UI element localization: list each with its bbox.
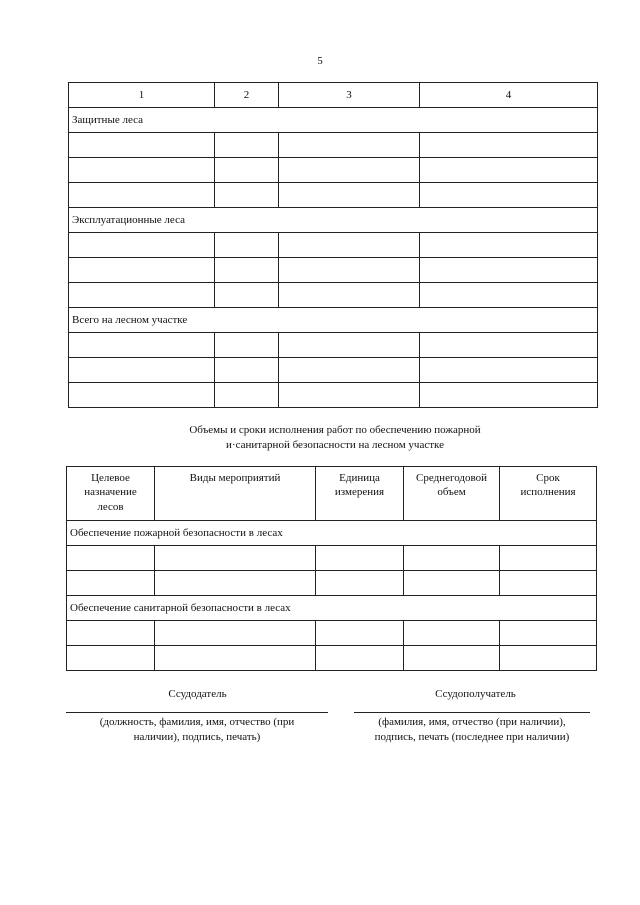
section-title: Обеспечение санитарной безопасности в лесах	[67, 596, 597, 621]
caption-line: (фамилия, имя, отчество (при наличии),	[378, 716, 566, 728]
table-cell	[404, 571, 500, 596]
table-cell	[420, 333, 598, 358]
table-cell	[420, 183, 598, 208]
section-title-line: и·санитарной безопасности на лесном участке	[226, 439, 444, 452]
header-text: Среднегодовой	[416, 472, 487, 484]
table-row	[69, 333, 598, 358]
table-cell	[279, 133, 420, 158]
header-text: Единица	[339, 472, 380, 484]
header-text: Срок	[536, 472, 560, 484]
table-cell	[67, 546, 155, 571]
table-cell	[69, 358, 215, 383]
table-cell	[279, 158, 420, 183]
table-cell	[420, 233, 598, 258]
table-header-row	[69, 83, 598, 108]
table-row	[67, 546, 597, 571]
table-row	[69, 358, 598, 383]
table-cell	[404, 546, 500, 571]
caption-line: наличии), подпись, печать)	[133, 731, 261, 744]
table-row	[67, 646, 597, 671]
lender-signature-line	[66, 712, 328, 713]
table-cell	[155, 571, 316, 596]
table-row	[69, 183, 598, 208]
table-cell	[215, 283, 279, 308]
caption-line: подпись, печать (последнее при наличии)	[374, 731, 570, 744]
table-row	[69, 233, 598, 258]
table-cell	[67, 571, 155, 596]
works-section-title	[0, 423, 640, 454]
table-cell	[404, 646, 500, 671]
header-text: лесов	[97, 500, 124, 513]
table-cell	[420, 158, 598, 183]
section-title-line: Объемы и сроки исполнения работ по обеспечению пожарной	[189, 424, 481, 436]
table-cell	[215, 133, 279, 158]
table-cell	[420, 283, 598, 308]
table-cell	[69, 258, 215, 283]
table-cell	[215, 358, 279, 383]
section-title: Эксплуатационные леса	[69, 208, 598, 233]
table-cell	[279, 183, 420, 208]
safety-works-table	[66, 466, 597, 671]
caption-line: (должность, фамилия, имя, отчество (при	[99, 716, 295, 728]
table-cell	[279, 333, 420, 358]
section-row-exploitation-forests	[69, 208, 598, 233]
table-cell	[316, 571, 404, 596]
table-cell	[420, 133, 598, 158]
table-cell	[316, 546, 404, 571]
table-row	[69, 283, 598, 308]
table-cell	[215, 183, 279, 208]
table-cell	[67, 621, 155, 646]
table-cell	[316, 621, 404, 646]
table-cell	[69, 383, 215, 408]
table-cell	[500, 646, 597, 671]
column-header-forest-purpose	[67, 467, 155, 521]
table-row	[67, 621, 597, 646]
table-cell	[69, 233, 215, 258]
column-header-activity-types: Виды мероприятий	[155, 467, 316, 521]
table-cell	[155, 546, 316, 571]
column-header-2: 2	[215, 83, 279, 108]
table-cell	[420, 383, 598, 408]
table-cell	[500, 571, 597, 596]
column-header-deadline	[500, 467, 597, 521]
section-row-total	[69, 308, 598, 333]
column-header-unit	[316, 467, 404, 521]
column-header-4: 4	[420, 83, 598, 108]
header-text: назначение	[84, 486, 137, 499]
lender-signature-caption	[62, 715, 332, 746]
table-cell	[279, 258, 420, 283]
section-title: Обеспечение пожарной безопасности в лесах	[67, 521, 597, 546]
column-header-3: 3	[279, 83, 420, 108]
table-cell	[155, 646, 316, 671]
table-cell	[215, 233, 279, 258]
borrower-role-label: Ссудополучатель	[435, 688, 516, 700]
column-header-annual-volume	[404, 467, 500, 521]
lender-role-label: Ссудодатель	[168, 688, 227, 700]
header-text: исполнения	[520, 486, 576, 499]
table-row	[69, 258, 598, 283]
table-cell	[420, 258, 598, 283]
section-row-fire-safety	[67, 521, 597, 546]
borrower-signature-caption	[352, 715, 592, 746]
table-cell	[279, 358, 420, 383]
table-row	[69, 158, 598, 183]
table-cell	[279, 383, 420, 408]
table-cell	[404, 621, 500, 646]
table-row	[69, 383, 598, 408]
table-cell	[279, 283, 420, 308]
section-row-protective-forests	[69, 108, 598, 133]
table-header-row	[67, 467, 597, 521]
borrower-signature-line	[354, 712, 590, 713]
column-header-1: 1	[69, 83, 215, 108]
section-row-sanitary-safety	[67, 596, 597, 621]
table-cell	[215, 383, 279, 408]
table-cell	[69, 333, 215, 358]
table-cell	[69, 158, 215, 183]
header-text: объем	[437, 486, 466, 499]
table-row	[67, 571, 597, 596]
section-title: Всего на лесном участке	[69, 308, 598, 333]
header-text: Целевое	[91, 472, 130, 484]
table-cell	[215, 333, 279, 358]
table-cell	[316, 646, 404, 671]
section-title: Защитные леса	[69, 108, 598, 133]
table-cell	[420, 358, 598, 383]
table-cell	[155, 621, 316, 646]
page-number: 5	[317, 55, 323, 67]
table-cell	[215, 258, 279, 283]
table-cell	[67, 646, 155, 671]
table-cell	[500, 546, 597, 571]
table-cell	[215, 158, 279, 183]
table-cell	[500, 621, 597, 646]
header-text: измерения	[334, 486, 385, 499]
table-cell	[69, 133, 215, 158]
table-cell	[69, 183, 215, 208]
table-row	[69, 133, 598, 158]
table-cell	[69, 283, 215, 308]
table-cell	[279, 233, 420, 258]
forest-areas-table	[68, 82, 598, 408]
